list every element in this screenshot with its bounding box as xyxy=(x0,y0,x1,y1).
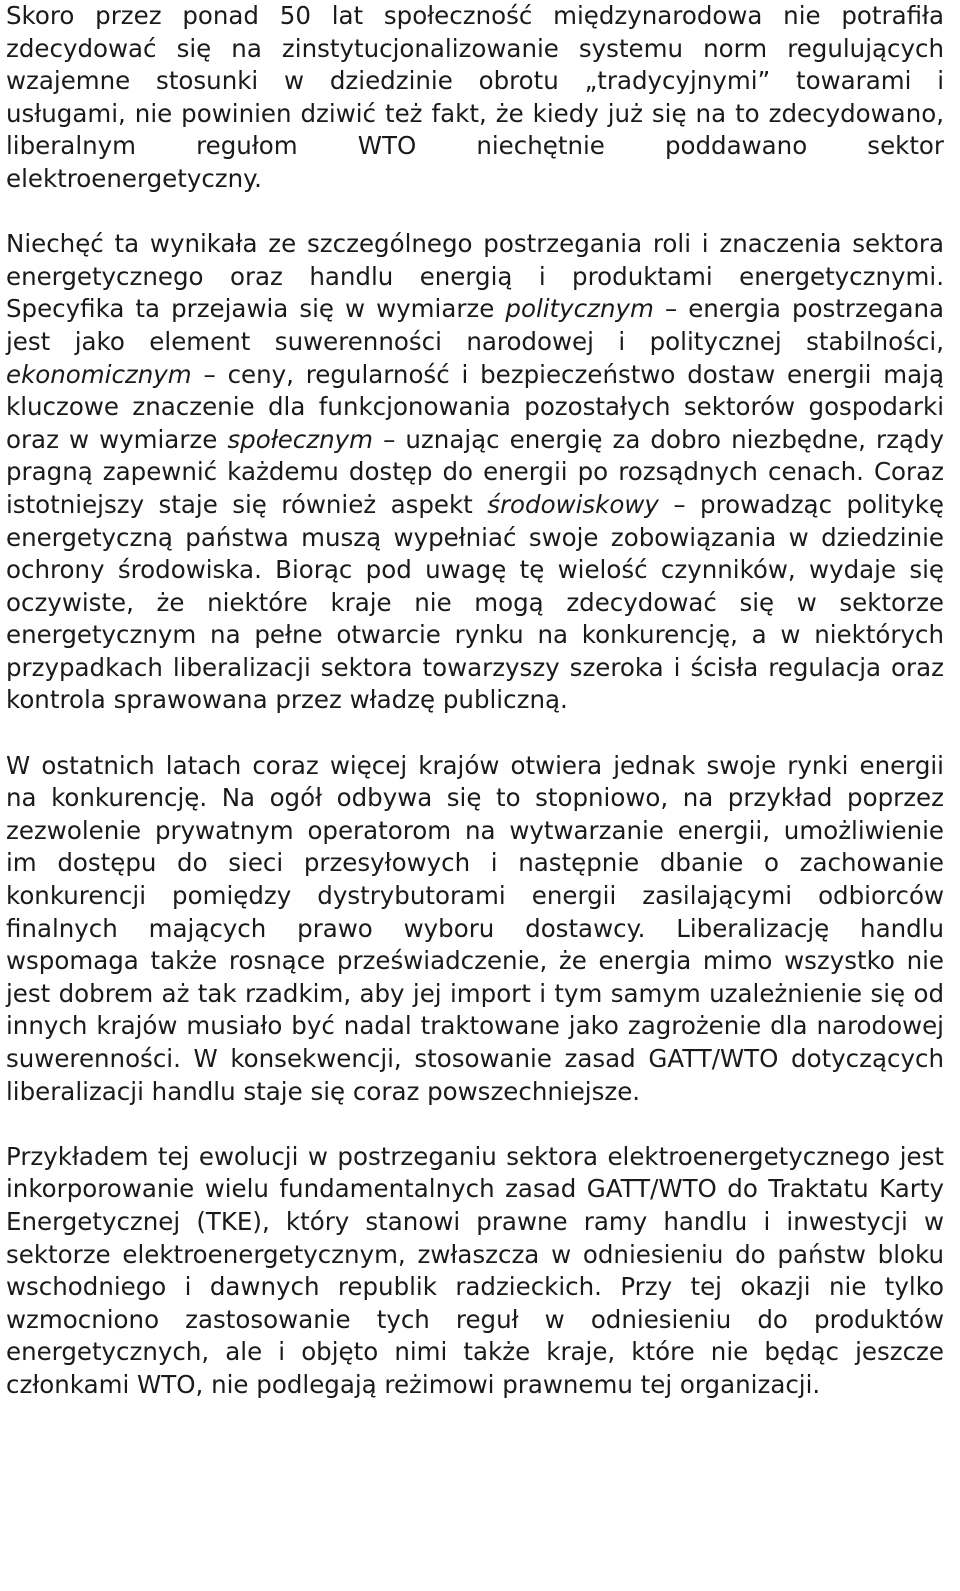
paragraph-gap xyxy=(6,196,944,229)
paragraph-2-text-d: – uznając energię za dobro niezbędne, rządy pragną zapewnić każdemu dostęp do energii po rozsądnych cenach. Coraz istotniejszy staje się również aspekt xyxy=(6,424,944,519)
paragraph-2-italic-social: społecznym xyxy=(227,424,374,454)
paragraph-1 xyxy=(6,0,944,196)
paragraph-2-italic-economic: ekonomicznym xyxy=(6,359,192,389)
paragraph-3-text: W ostatnich latach coraz więcej krajów otwiera jednak swoje rynki energii na konkurencję. Na ogół odbywa się to stopniowo, na przykład poprzez zezwolenie prywatnym operatorom na wytwarzanie energii, umożliwienie im dostępu do sieci przesyłowych i następnie dbanie o zachowanie konkurencji pomiędzy dystrybutorami energii zasilającymi odbiorców finalnych mających prawo wyboru dostawcy. Liberalizację handlu wspomaga także rosnące przeświadczenie, że energia mimo wszystko nie jest dobrem aż tak rzadkim, aby jej import i tym samym uzależnienie się od innych krajów musiało być nadal traktowane jako zagrożenie dla narodowej suwerenności. W konsekwencji, stosowanie zasad GATT/WTO dotyczących liberalizacji handlu staje się coraz powszechniejsze. xyxy=(6,750,944,1106)
paragraph-2-text-b: – energia postrzegana jest jako element suwerenności narodowej i politycznej stabilności, xyxy=(6,294,944,356)
paragraph-2-italic-environmental: środowiskowy xyxy=(487,489,659,519)
paragraph-4-text: Przykładem tej ewolucji w postrzeganiu sektora elektroenergetycznego jest inkorporowanie wielu fundamentalnych zasad GATT/WTO do Traktatu Karty Energetycznej (TKE), który stanowi prawne ramy handlu i inwestycji w sektorze elektroenergetycznym, zwłaszcza w odniesieniu do państw bloku wschodniego i dawnych republik radzieckich. Przy tej okazji nie tylko wzmocniono zastosowanie tych reguł w odniesieniu do produktów energetycznych, ale i objęto nimi także kraje, które nie będąc jeszcze członkami WTO, nie podlegają reżimowi prawnemu tej organizacji. xyxy=(6,1141,944,1399)
paragraph-2-text-c: – ceny, regularność i bezpieczeństwo dostaw energii mają kluczowe znaczenie dla funkcjonowania pozostałych sektorów gospodarki oraz w wymiarze xyxy=(6,359,944,454)
paragraph-2-italic-political: politycznym xyxy=(505,294,654,324)
paragraph-3 xyxy=(6,750,944,1109)
paragraph-2 xyxy=(6,228,944,717)
paragraph-2-text-a: Niechęć ta wynikała ze szczególnego postrzegania roli i znaczenia sektora energetycznego oraz handlu energią i produktami energetycznymi. Specyfika ta przejawia się w wymiarze xyxy=(6,229,944,324)
paragraph-2-text-e: – prowadząc politykę energetyczną państwa muszą wypełniać swoje zobowiązania w dziedzinie ochrony środowiska. Biorąc pod uwagę tę wielość czynników, wydaje się oczywiste, że niektóre kraje nie mogą zdecydować się w sektorze energetycznym na pełne otwarcie rynku na konkurencję, a w niektórych przypadkach liberalizacji sektora towarzyszy szeroka i ścisła regulacja oraz kontrola sprawowana przez władzę publiczną. xyxy=(6,489,944,715)
paragraph-gap xyxy=(6,717,944,750)
paragraph-4 xyxy=(6,1141,944,1402)
paragraph-gap xyxy=(6,1108,944,1141)
paragraph-1-text: Skoro przez ponad 50 lat społeczność międzynarodowa nie potrafiła zdecydować się na zinstytucjonalizowanie systemu norm regulujących wzajemne stosunki w dziedzinie obrotu „tradycyjnymi” towarami i usługami, nie powinien dziwić też fakt, że kiedy już się na to zdecydowano, liberalnym regułom WTO niechętnie poddawano sektor elektroenergetyczny. xyxy=(6,1,944,193)
